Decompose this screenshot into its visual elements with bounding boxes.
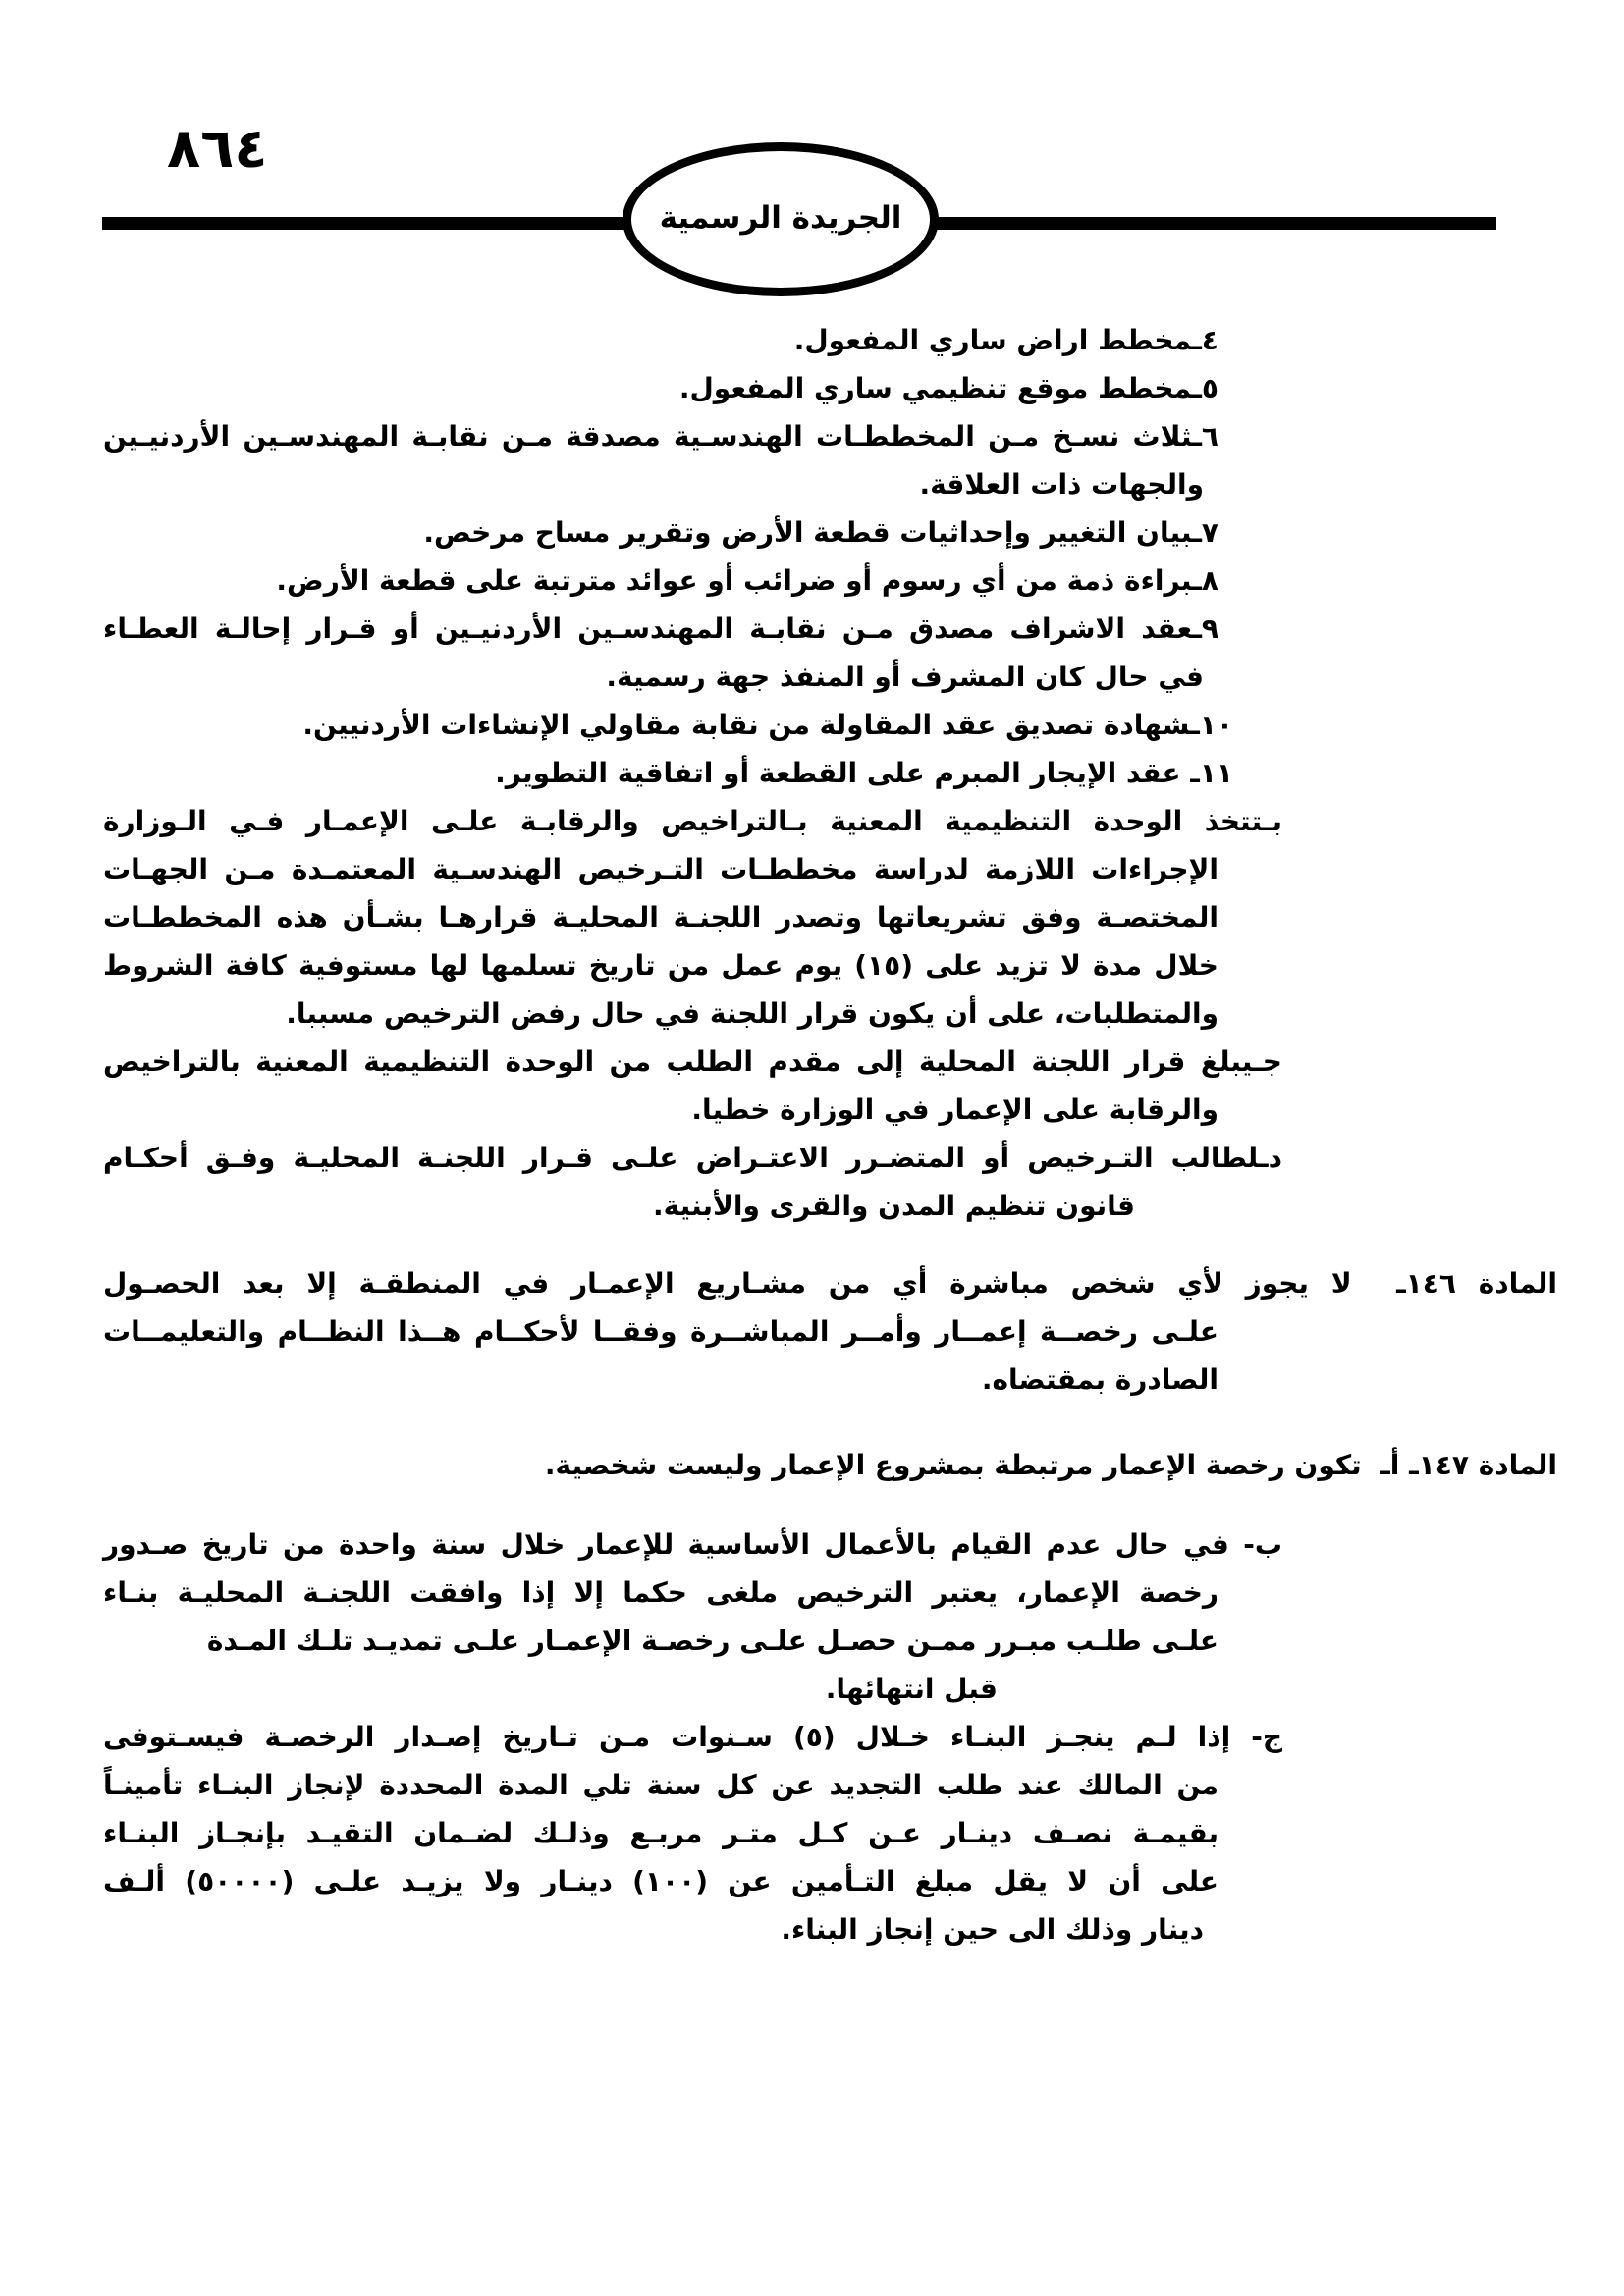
article-147-j-line: من المالك عند طلب التجديد عن كل سنة تلي المدة المحددة لإنجاز البنـاء تأمينـاً: [103, 1769, 1218, 1801]
paragraph-j-line: والرقابة على الإعمار في الوزارة خطيا.: [691, 1094, 1218, 1126]
article-146: [103, 1259, 1557, 1404]
list-item-11: ١١ـ عقد الإيجار المبرم على القطعة أو اتفاقية التطوير.: [495, 757, 1233, 789]
list-item-5: ٥ـمخطط موقع تنظيمي ساري المفعول.: [678, 372, 1218, 404]
article-147-j-line: بقيمـة نصـف دينـار عـن كـل متـر مربـع وذلـك لضـمان التقيـد بإنجـاز البنـاء: [103, 1817, 1218, 1849]
document-body: [103, 316, 1557, 1953]
article-147-b-line: قبل انتهائها.: [825, 1673, 998, 1705]
paragraph-b: [103, 797, 1557, 1038]
list-item-4: ٤ـمخطط اراض ساري المفعول.: [793, 324, 1218, 356]
article-147-j-line: على أن لا يقل مبلغ التـأمين عن (١٠٠) دينـار ولا يزيـد علـى (٥٠٠٠٠) ألـف: [103, 1865, 1219, 1897]
list-item-8: ٨ـبراءة ذمة من أي رسوم أو ضرائب أو عوائد مترتبة على قطعة الأرض.: [276, 564, 1218, 597]
paragraph-b-line: بـتتخذ الوحدة التنظيمية المعنية بـالتراخيص والرقابـة علـى الإعمـار فـي الـوزارة: [103, 805, 1282, 837]
paragraph-b-line: الإجراءات اللازمة لدراسة مخططـات التـرخيص الهندسـية المعتمـدة مـن الجهـات: [103, 853, 1218, 885]
article-147-intro: المادة ١٤٧ـ أـ تكون رخصة الإعمار مرتبطة بمشروع الإعمار وليست شخصية.: [544, 1449, 1557, 1481]
list-item-9-cont: في حال كان المشرف أو المنفذ جهة رسمية.: [606, 661, 1204, 693]
paragraph-j-line: جـيبلغ قرار اللجنة المحلية إلى مقدم الطلب من الوحدة التنظيمية المعنية بالتراخيص: [103, 1045, 1282, 1078]
article-146-line: المادة ١٤٦ـ لا يجوز لأي شخص مباشرة أي من مشـاريع الإعمـار في المنطقـة إلا بعد الحصـول: [103, 1267, 1557, 1300]
list-item-9: ٩ـعقد الاشراف مصدق مـن نقابـة المهندسـين الأردنيـين أو قـرار إحالـة العطـاء: [103, 613, 1218, 645]
paragraph-b-line: خلال مدة لا تزيد على (١٥) يوم عمل من تاريخ تسلمها لها مستوفية كافة الشروط: [103, 949, 1218, 982]
paragraph-j: [103, 1038, 1557, 1134]
paragraph-d-line: دـلطالب التـرخيص أو المتضـرر الاعتـراض علـى قـرار اللجنـة المحليـة وفـق أحكـام: [103, 1142, 1282, 1174]
paragraph-d-line: قانون تنظيم المدن والقرى والأبنية.: [653, 1190, 1135, 1222]
list-item-7: ٧ـبيان التغيير وإحداثيات قطعة الأرض وتقرير مساح مرخص.: [423, 516, 1218, 549]
article-147-b-line: رخصة الإعمار، يعتبر الترخيص ملغى حكما إلا إذا وافقت اللجنـة المحليـة بنـاء: [103, 1576, 1218, 1609]
gazette-title-ellipse: [623, 142, 939, 296]
article-147-b-line: علـى طلـب مبـرر ممـن حصـل علـى رخصـة الإعمـار علـى تمديـد تلـك المـدة: [206, 1625, 1218, 1657]
list-item-6-cont: والجهات ذات العلاقة.: [919, 468, 1204, 501]
paragraph-d: [103, 1134, 1557, 1230]
paragraph-b-line: والمتطلبات، على أن يكون قرار اللجنة في حال رفض الترخيص مسببا.: [286, 997, 1218, 1030]
article-147: [103, 1441, 1557, 1953]
page-number: ٨٦٤: [167, 117, 268, 181]
article-146-line: علـى رخصــة إعمــار وأمــر المباشــرة وفقــا لأحكــام هــذا النظــام والتعليمــات: [103, 1315, 1218, 1348]
list-item-10: ١٠ـشهادة تصديق عقد المقاولة من نقابة مقاولي الإنشاءات الأردنيين.: [302, 709, 1233, 741]
paragraph-b-line: المختصـة وفق تشريعاتها وتصدر اللجنـة المحليـة قرارهـا بشـأن هذه المخططـات: [103, 901, 1218, 934]
requirements-list: [103, 316, 1557, 797]
list-item-6: ٦ـثلاث نسـخ مـن المخططـات الهندسـية مصدقة مـن نقابـة المهندسـين الأردنيـين: [103, 420, 1218, 453]
article-147-j-line: دينار وذلك الى حين إنجاز البناء.: [781, 1913, 1204, 1946]
gazette-title: الجريدة الرسمية: [659, 199, 902, 236]
article-147-j-line: ج- إذا لـم ينجـز البنـاء خـلال (٥) سـنوات مـن تـاريخ إصـدار الرخصـة فيسـتوفى: [103, 1721, 1282, 1753]
article-146-line: الصادرة بمقتضاه.: [981, 1363, 1218, 1396]
article-147-b-line: ب- في حال عدم القيام بالأعمال الأساسية للإعمار خلال سنة واحدة من تاريخ صـدور: [103, 1528, 1282, 1561]
